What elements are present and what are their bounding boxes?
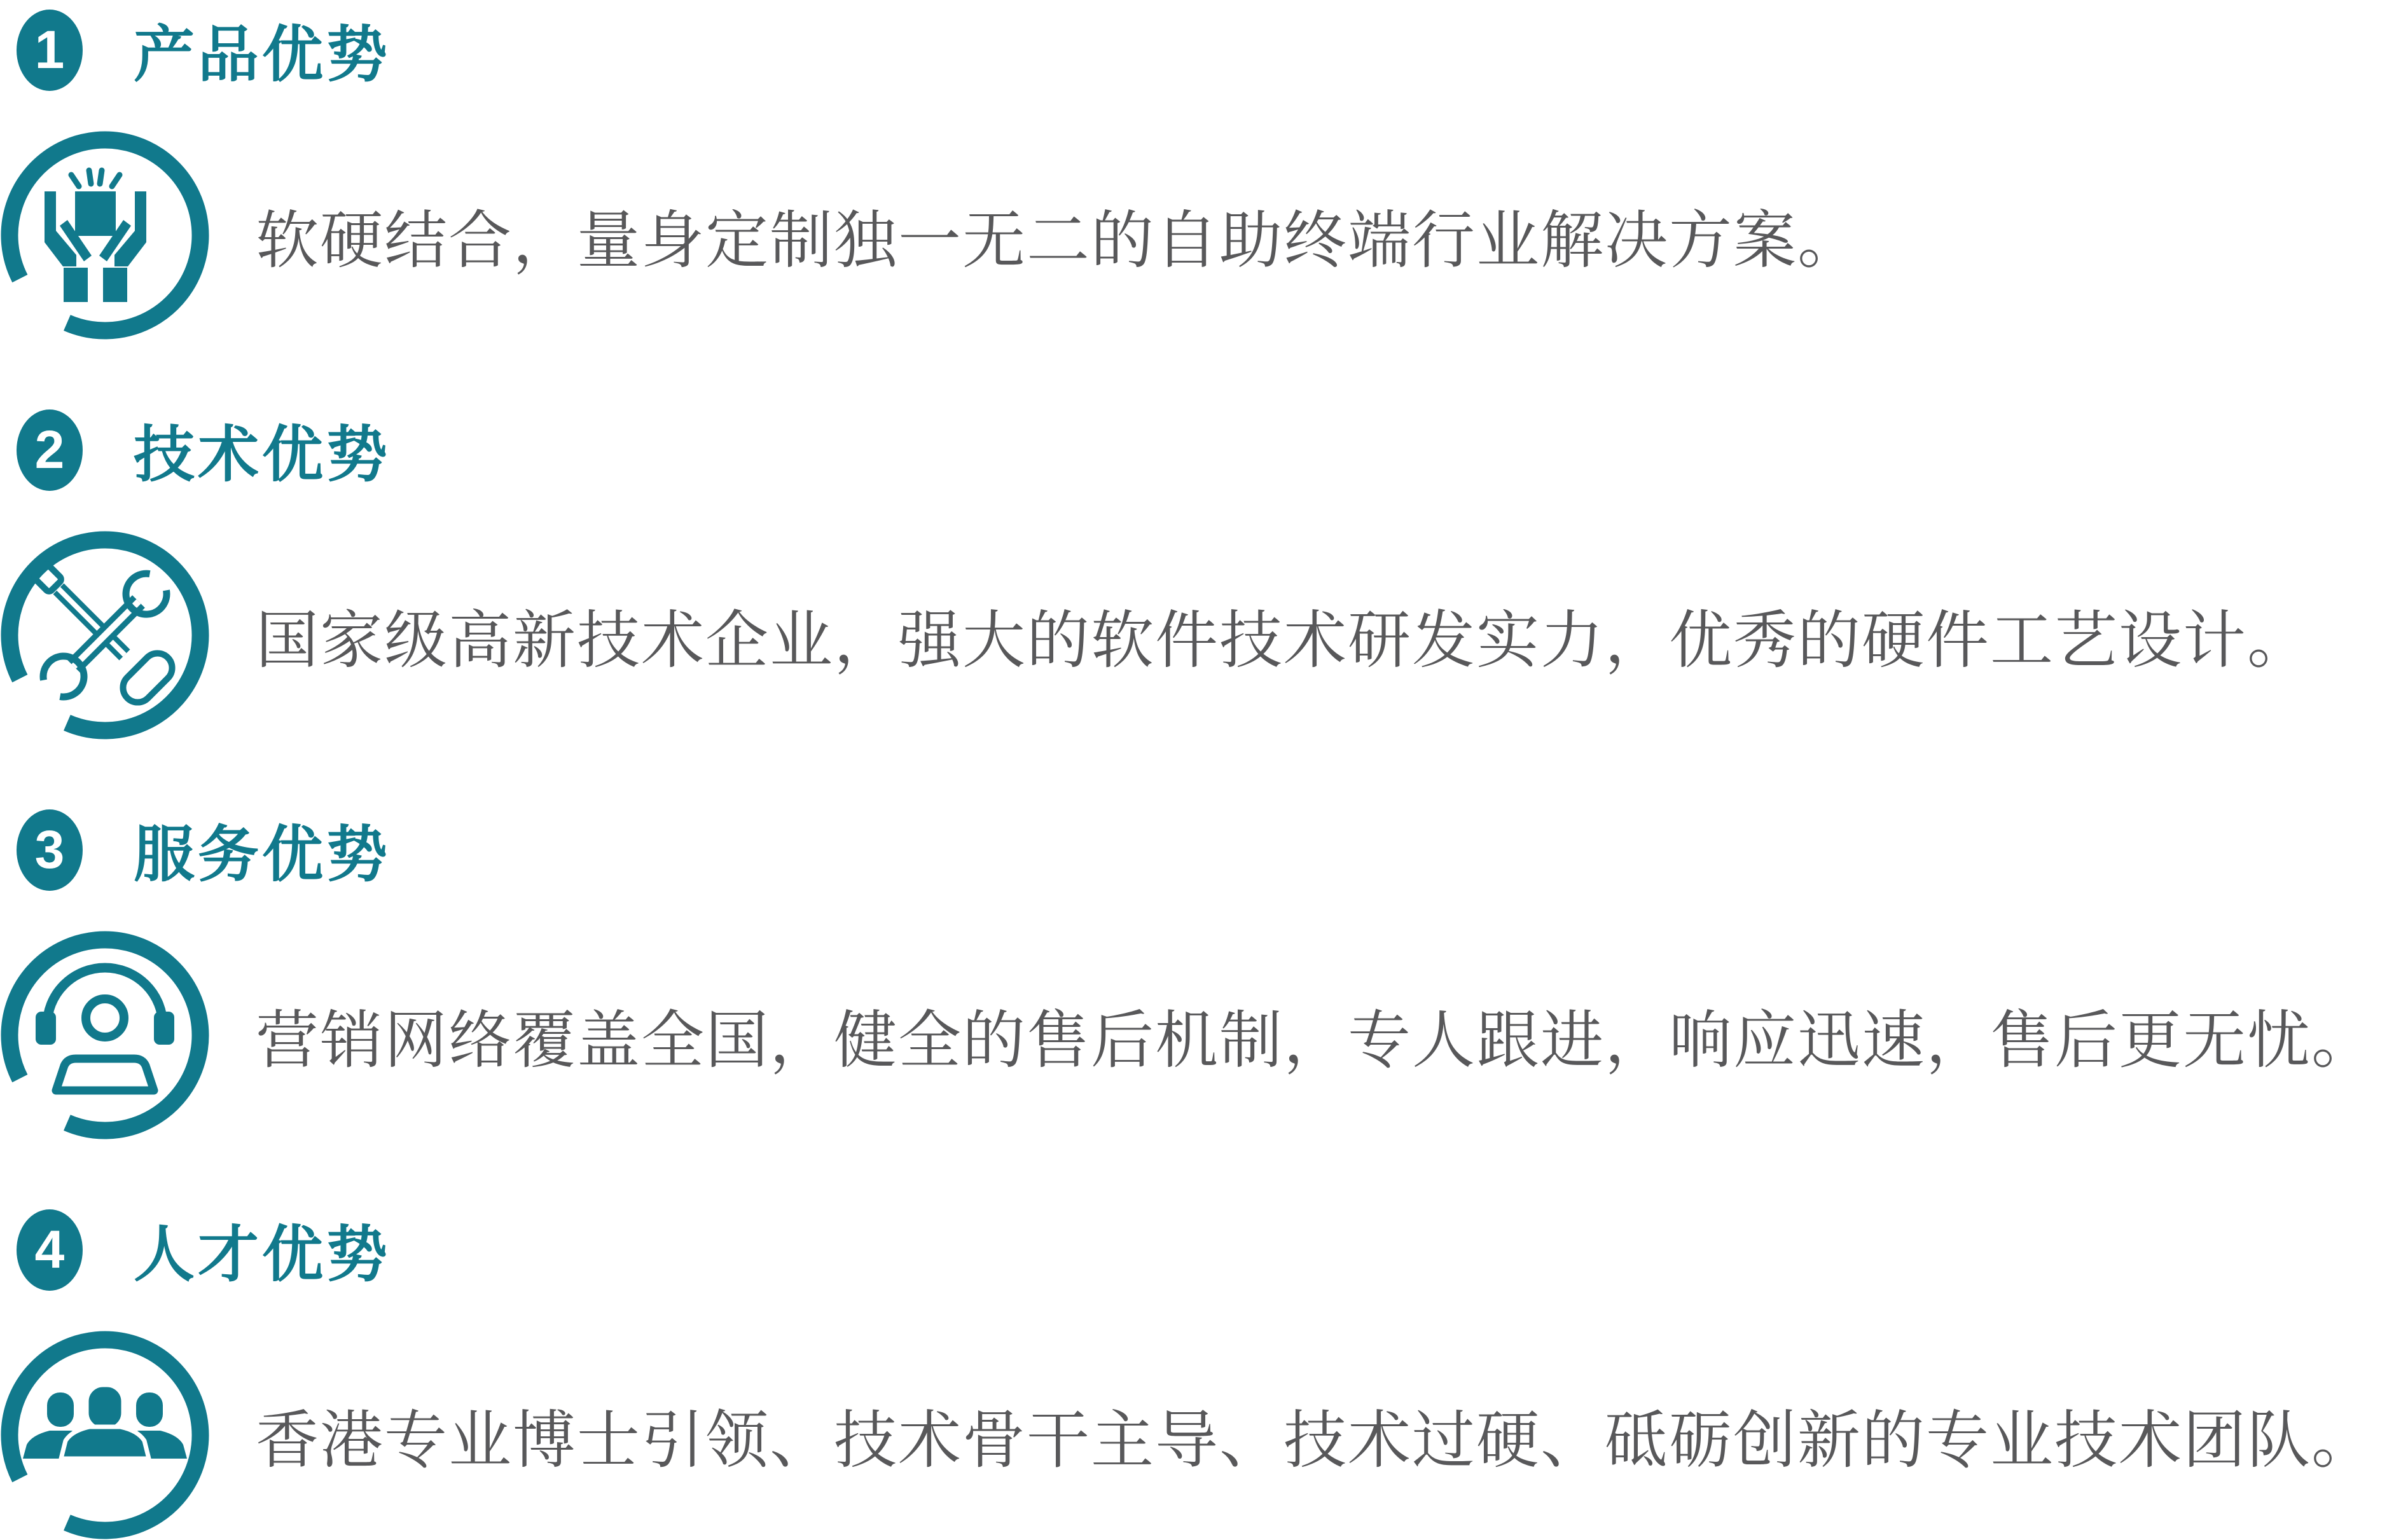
section-description: 软硬结合，量身定制独一无二的自助终端行业解决方案。 [256, 205, 1862, 275]
number-badge [17, 1209, 83, 1291]
badge-number: 2 [34, 420, 65, 479]
badge-number: 4 [34, 1220, 65, 1279]
crossed-tools-icon [0, 530, 210, 740]
section-header [17, 406, 2401, 493]
section-description: 香港专业博士引领、技术骨干主导、技术过硬、砥砺创新的专业技术团队。 [256, 1405, 2376, 1475]
section-header [17, 806, 2401, 893]
badge-number: 3 [34, 820, 65, 879]
section-title: 产品优势 [134, 21, 391, 89]
section-body [0, 530, 2401, 740]
section-body [0, 1330, 2401, 1540]
section-title: 人才优势 [134, 1221, 391, 1289]
section-description: 国家级高新技术企业，强大的软件技术研发实力，优秀的硬件工艺设计。 [256, 605, 2311, 675]
number-badge [17, 809, 83, 891]
advantage-section-technology [0, 406, 2401, 740]
section-header [17, 6, 2401, 93]
section-header [17, 1206, 2401, 1293]
section-body [0, 130, 2401, 340]
headset-support-icon [0, 930, 210, 1140]
section-description: 营销网络覆盖全国，健全的售后机制，专人跟进，响应迅速，售后更无忧。 [256, 1005, 2376, 1075]
team-people-icon [0, 1330, 210, 1540]
number-badge [17, 10, 83, 91]
hands-holding-product-icon [0, 130, 210, 340]
section-title: 技术优势 [134, 421, 391, 489]
section-title: 服务优势 [134, 821, 391, 889]
advantage-section-product [0, 6, 2401, 340]
section-body [0, 930, 2401, 1140]
advantage-section-talent [0, 1206, 2401, 1540]
number-badge [17, 409, 83, 491]
badge-number: 1 [34, 20, 65, 79]
advantage-section-service [0, 806, 2401, 1140]
